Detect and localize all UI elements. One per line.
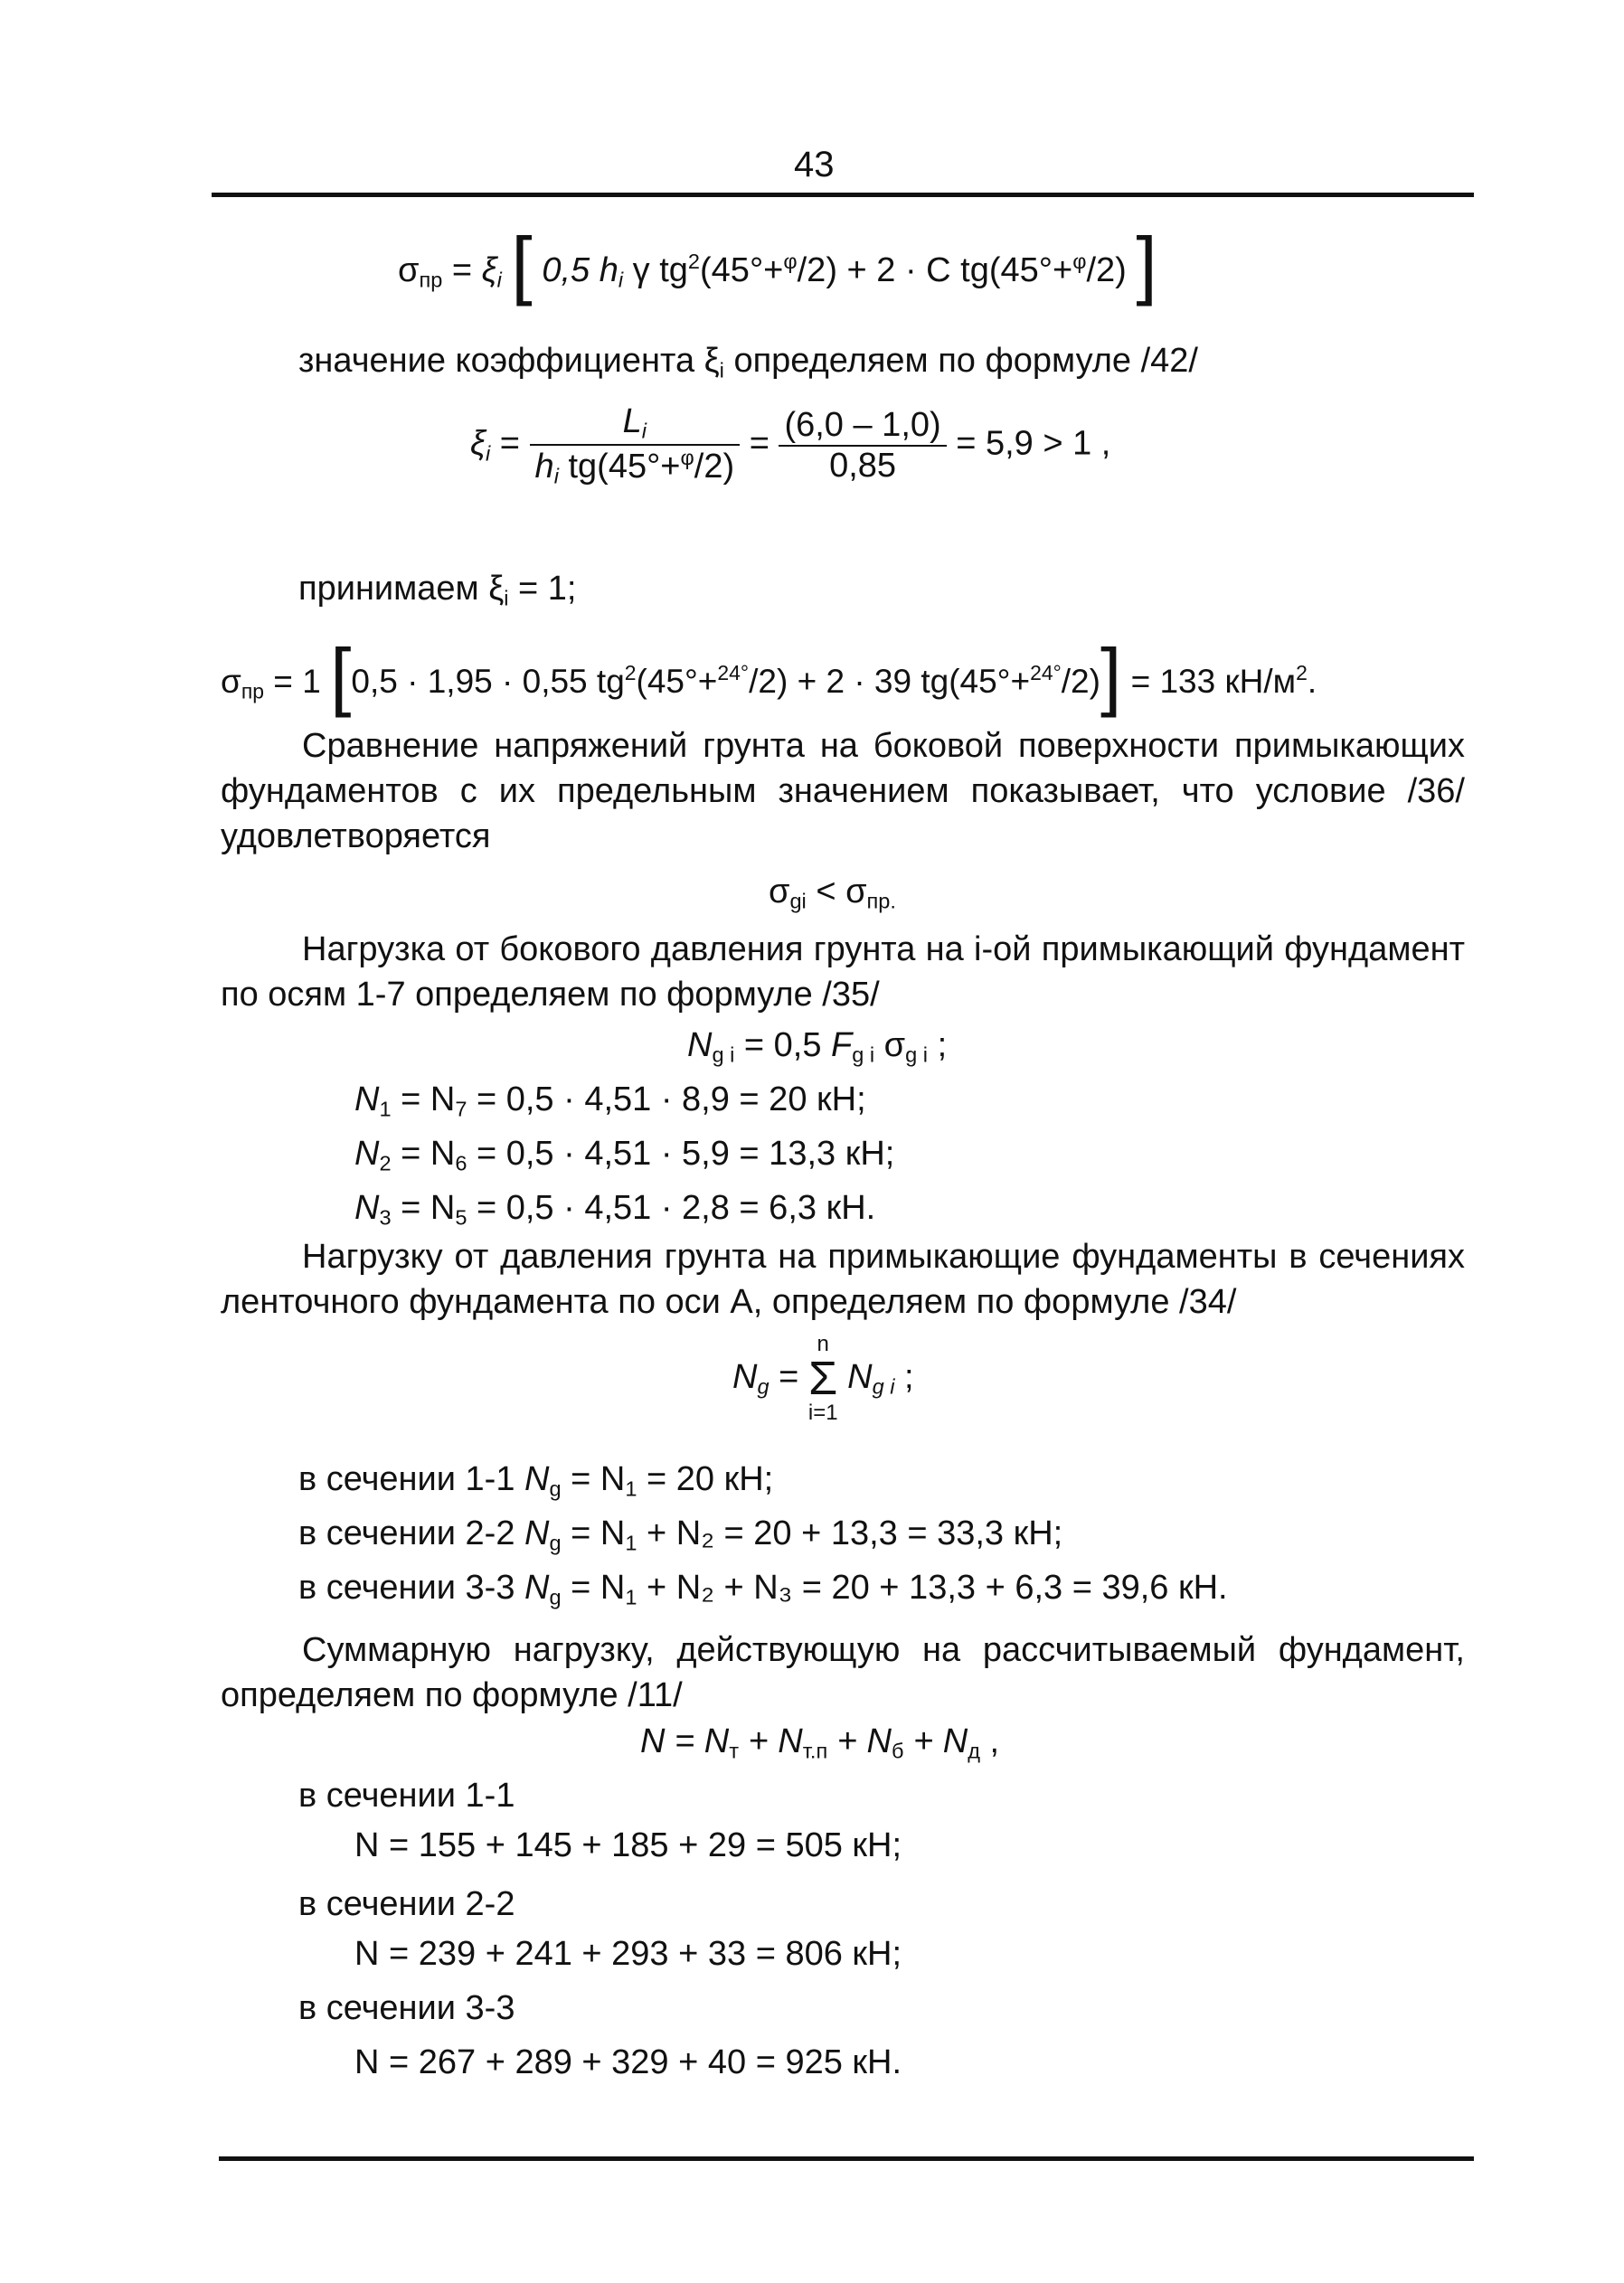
total-label-2: в сечении 2-2 bbox=[298, 1885, 515, 1923]
equation-n2: $N_2 = N_6 = 0,5 \cdot 4,51 \cdot 5,9 = 13,3$ кН; bbox=[354, 1135, 895, 1175]
total-eq-3: N = 267 + 289 + 329 + 40 = 925 кН. bbox=[354, 2043, 902, 2081]
fraction-xi-2: $\frac{(6,0 - 1,0)}{0,85}$ bbox=[779, 406, 946, 486]
section-load-2: в сечении 2-2 $N_g = N_1 + N_2 = 20 + 13,3 = 33,3$ кН; bbox=[298, 1514, 1063, 1555]
formula-total: $N = N_т + N_{т.п} + N_б + N_д$ , bbox=[640, 1722, 1000, 1763]
paragraph-load-sections: Нагрузку от давления грунта на примыкающие фундаменты в сечениях ленточного фундамента по оси А, определяем по формуле /34/ bbox=[221, 1238, 1465, 1321]
formula-sigma-pr: $\sigma_{пр} = \xi_i$ [ 0,5 $h_i$ γ $tg^2(45^\circ+^\varphi/2) + 2 \cdot C$ tg(45°+$^\varphi$/2) ] bbox=[398, 222, 1157, 307]
equation-n1: $N_1 = N_7 = 0,5 \cdot 4,51 \cdot 8,9 = 20$ кН; bbox=[354, 1080, 866, 1121]
paragraph-total: Суммарную нагрузку, действующую на рассчитываемый фундамент, определяем по формуле /11/ bbox=[221, 1631, 1465, 1714]
total-label-1: в сечении 1-1 bbox=[298, 1777, 515, 1815]
section-load-1: в сечении 1-1 $N_g = N_1 = 20$ кН; bbox=[298, 1460, 774, 1501]
fraction-xi-1: $\frac{L_i}{h_i tg(45^\circ+^\varphi/2)}$ bbox=[530, 402, 741, 488]
text-xi-intro: значение коэффициента $\xi_i$ определяем по формуле /42/ bbox=[298, 342, 1198, 382]
equation-n3: $N_3 = N_5 = 0,5 \cdot 4,51 \cdot 2,8 = 6,3$ кН. bbox=[354, 1189, 876, 1230]
section-load-3: в сечении 3-3 $N_g = N_1 + N_2 + N_3 = 20 + 13,3 + 6,3 = 39,6$ кН. bbox=[298, 1569, 1228, 1609]
paragraph-load: Нагрузка от бокового давления грунта на i-ой примыкающий фундамент по осям 1-7 определяем по формуле /35/ bbox=[221, 930, 1465, 1014]
bottom-rule bbox=[219, 2156, 1474, 2161]
total-eq-2: N = 239 + 241 + 293 + 33 = 806 кН; bbox=[354, 1935, 902, 1973]
formula-xi: $\xi_i$ = $\frac{L_i}{h_i tg(45^\circ+^\varphi/2)}$ = $\frac{(6,0 - 1,0)}{0,85}$ = 5,9 > 1 , bbox=[470, 402, 1111, 488]
page-number: 43 bbox=[794, 145, 835, 184]
paragraph-compare: Сравнение напряжений грунта на боковой поверхности примыкающих фундаментов с их предельным значением показывает, что условие /36/ удовлетворяется bbox=[221, 727, 1465, 855]
formula-condition: $\sigma_{gi} < \sigma_{пр.}$ bbox=[769, 873, 896, 913]
formula-sum: $N_g$ = n Σ i=1 $N_{g i}$ ; bbox=[732, 1332, 914, 1425]
formula-sigma-numeric: $\sigma_{пр} = 1$ [0,5 · 1,95 · 0,55 $tg^2(45^\circ+^{24^\circ}/2) + 2 \cdot 39$ tg(45°+$^{24^\circ}$/2)] = 133 $кН/м^2$. bbox=[221, 633, 1317, 718]
top-rule bbox=[212, 193, 1474, 197]
sum-operator: n Σ i=1 bbox=[807, 1332, 838, 1425]
total-label-3: в сечении 3-3 bbox=[298, 1989, 515, 2027]
total-eq-1: N = 155 + 145 + 185 + 29 = 505 кН; bbox=[354, 1826, 902, 1864]
formula-ngi: $N_{g i} = 0,5$ $F_{g i}$ $\sigma_{g i}$ ; bbox=[687, 1026, 948, 1067]
text-accept: принимаем $\xi_i = 1$; bbox=[298, 570, 577, 610]
